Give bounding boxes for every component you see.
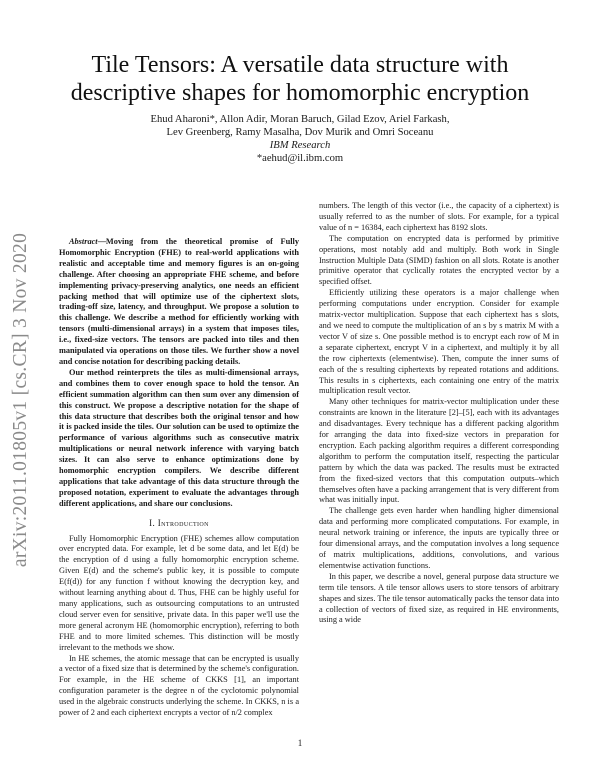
page-number: 1 <box>297 738 303 748</box>
abstract-paragraph-2: Our method reinterprets the tiles as multi-dimensional arrays, and combines them to cover enough space to hold the tensor. An efficient summation algorithm can then sum over any dimension of this construct. We propose a descriptive notation for the shape of this data structure that describes both the original tensor and how it is packed inside the tiles. Our solution can be used to optimize the performance of various algorithms such as consecutive matrix multiplications or neural network inference with varying batch sizes. It can also serve to enhance optimizations done by homomorphic encryption compilers. We describe different applications that take advantage of this data structure through the proposed notation, experiment to evaluate the advantages through different applications, and share our conclusions. <box>59 367 299 508</box>
right-paragraph-6: In this paper, we describe a novel, general purpose data structure we term tile tensors. A tile tensor allows users to store tensors of arbitrary shapes and sizes. The tile tensor automatically packs the tensor data into a collection of vectors of fixed size, as required in HE environments, using a wide <box>319 571 559 625</box>
arxiv-identifier-sidebar <box>8 200 34 600</box>
right-paragraph-3: Efficiently utilizing these operators is a major challenge when performing computations under encryption. Consider for example matrix-vector multiplication. Suppose that each ciphertext has s slots, and we need to compute the multiplication of an s by s matrix M with a vector V of size s. One possible method is to encrypt each row of M in a separate ciphertext, encrypt V in a ciphertext, and multiply it by all the row ciphertexts (elementwise). Then, compute the inner sums of each of the s resulting ciphertexts by repeated rotations and additions. This results in s ciphertexts, each containing one entry of the matrix multiplication result vector. <box>319 288 559 396</box>
section-heading-introduction: I. Introduction <box>149 517 209 528</box>
authors-line-2: Lev Greenberg, Ramy Masalha, Dov Murik and Omri Soceanu <box>166 127 434 138</box>
author-email: *aehud@il.ibm.com <box>256 153 344 164</box>
arxiv-identifier: arXiv:2011.01805v1 [cs.CR] 3 Nov 2020 <box>10 232 31 568</box>
right-paragraph-2: The computation on encrypted data is performed by primitive operations, most notably add and multiply. Both work in Single Instruction Multiple Data (SIMD) fashion on all slots. Rotate is another primitive operator that cyclically rotates the encrypted vector by a specified offset. <box>319 233 559 287</box>
left-column <box>59 237 299 719</box>
abstract-label: Abstract <box>69 237 98 246</box>
authors-line-1: Ehud Aharoni*, Allon Adir, Moran Baruch, Gilad Ezov, Ariel Farkash, <box>150 114 450 125</box>
abstract-paragraph-1 <box>59 237 299 368</box>
right-paragraph-4: Many other techniques for matrix-vector multiplication under these constraints are known in the literature [2]–[5], each with its advantages and disadvantages. Every technique has a different packing algorithm for arranging the data into fixed-size vectors in preparation for encryption. Each packing algorithm requires a different corresponding algorithm to perform the computation itself, respecting the particular pattern by which the data was packed. The results must be extracted from the fixed-sized vectors that this computation outputs–which themselves often have a packing arrangement that is very different from what was initially input. <box>319 397 559 505</box>
right-paragraph-1: numbers. The length of this vector (i.e., the capacity of a ciphertext) is usually referred to as the number of slots. For example, for a typical value of n = 16384, each ciphertext has 8192 slots. <box>319 201 559 232</box>
affiliation: IBM Research <box>269 140 331 151</box>
paper-title: Tile Tensors: A versatile data structure with descriptive shapes for homomorphic encryption <box>70 52 530 106</box>
intro-paragraph-1: Fully Homomorphic Encryption (FHE) schemes allow computation over encrypted data. For example, let d be some data, and let E(d) be the encryption of d using a fully homomorphic encryption scheme. Given E(d) and the scheme's public key, it is possible to compute E(f(d)) for any function f without knowing the decryption key, and without learning anything about d. Thus, FHE can be highly useful for many applications, such as outsourcing computations to an untrusted cloud server even for sensitive, private data. In this paper we'll use the more general acronym HE (homomorphic encryption), referring to both FHE and to more limited schemes. This distinction will be mostly irrelevant to the methods we show. <box>59 533 299 652</box>
abstract-text-1: —Moving from the theoretical promise of Fully Homomorphic Encryption (FHE) to real-world applications with realistic and acceptable time and memory figures is an on-going challenge. After choosing an appropriate FHE scheme, and before implementing privacy-preserving analytics, one needs an efficient packing method that will optimize use of the ciphertext slots, trading-off size, latency, and throughput. We propose a solution to this challenge. We describe a method for efficiently working with tensors (multi-dimensional arrays) in a system that imposes tiles, i.e., fixed-size vectors. The tensors are packed into tiles and then manipulated via operations on those tiles. We further show a novel and concise notation for describing packing details. <box>59 237 299 366</box>
right-paragraph-5: The challenge gets even harder when handling higher dimensional data and performing more complicated computations. For example, in neural network training or inference, the inputs are typically three or four dimensional arrays, and the computation involves a long sequence of matrix multiplications, additions, convolutions, and various elementwise activation functions. <box>319 506 559 570</box>
right-column <box>319 201 559 626</box>
author-block <box>40 113 560 165</box>
abstract <box>59 237 299 510</box>
intro-paragraph-2: In HE schemes, the atomic message that can be encrypted is usually a vector of a fixed size that is determined by the scheme's configuration. For example, in the HE scheme of CKKS [1], an important configuration parameter is the degree n of the cyclotomic polynomial used in the algebraic constructs underlying the scheme. In CKKS, n is a power of 2 and each ciphertext encrypts a vector of n/2 complex <box>59 653 299 718</box>
